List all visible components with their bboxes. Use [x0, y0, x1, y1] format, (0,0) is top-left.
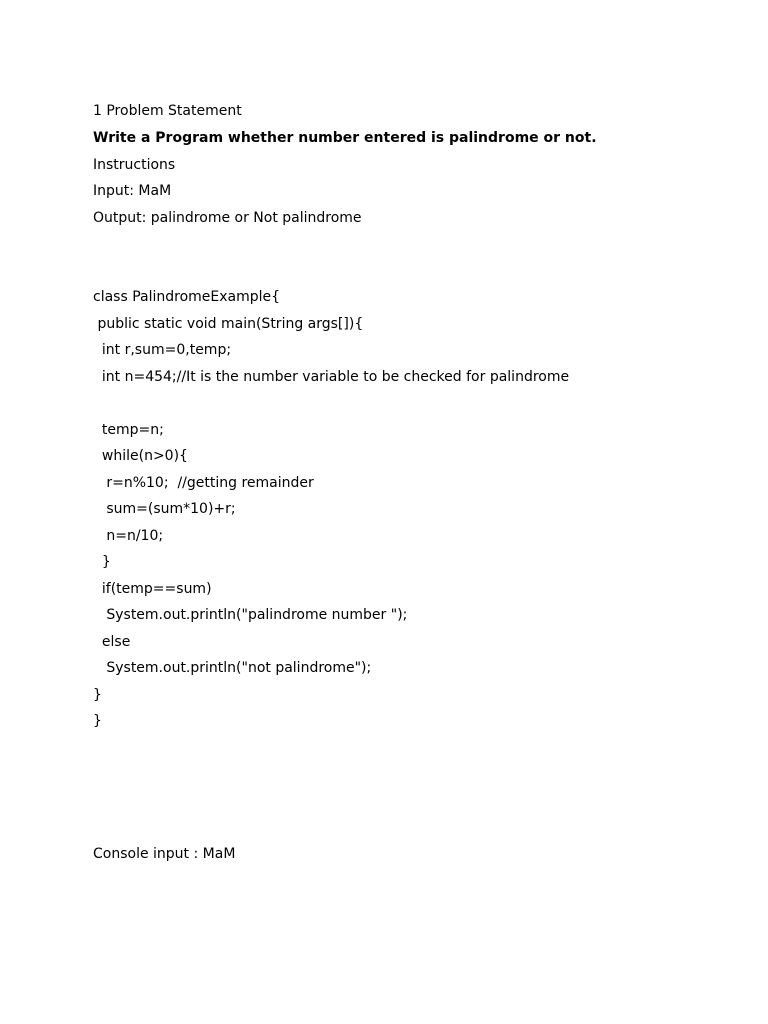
code-line: while(n>0){	[93, 448, 188, 464]
code-line: int n=454;//It is the number variable to be checked for palindrome	[93, 369, 570, 385]
code-line: r=n%10; //getting remainder	[93, 475, 314, 491]
code-line: System.out.println("not palindrome");	[93, 660, 372, 676]
code-line: n=n/10;	[93, 528, 164, 544]
section-heading: 1 Problem Statement	[93, 103, 242, 119]
code-line: int r,sum=0,temp;	[93, 342, 232, 358]
code-line: }	[93, 713, 102, 729]
code-line: if(temp==sum)	[93, 581, 212, 597]
code-line: temp=n;	[93, 422, 164, 438]
problem-statement: Write a Program whether number entered is palindrome or not.	[93, 130, 597, 146]
output-line: Output: palindrome or Not palindrome	[93, 210, 362, 226]
code-line: sum=(sum*10)+r;	[93, 501, 236, 517]
code-line: }	[93, 554, 111, 570]
instructions-label: Instructions	[93, 157, 176, 173]
code-line: class PalindromeExample{	[93, 289, 281, 305]
code-line: System.out.println("palindrome number ");	[93, 607, 408, 623]
code-line: else	[93, 634, 131, 650]
code-line: public static void main(String args[]){	[93, 316, 364, 332]
code-line: }	[93, 687, 102, 703]
console-input: Console input : MaM	[93, 846, 236, 862]
input-line: Input: MaM	[93, 183, 172, 199]
